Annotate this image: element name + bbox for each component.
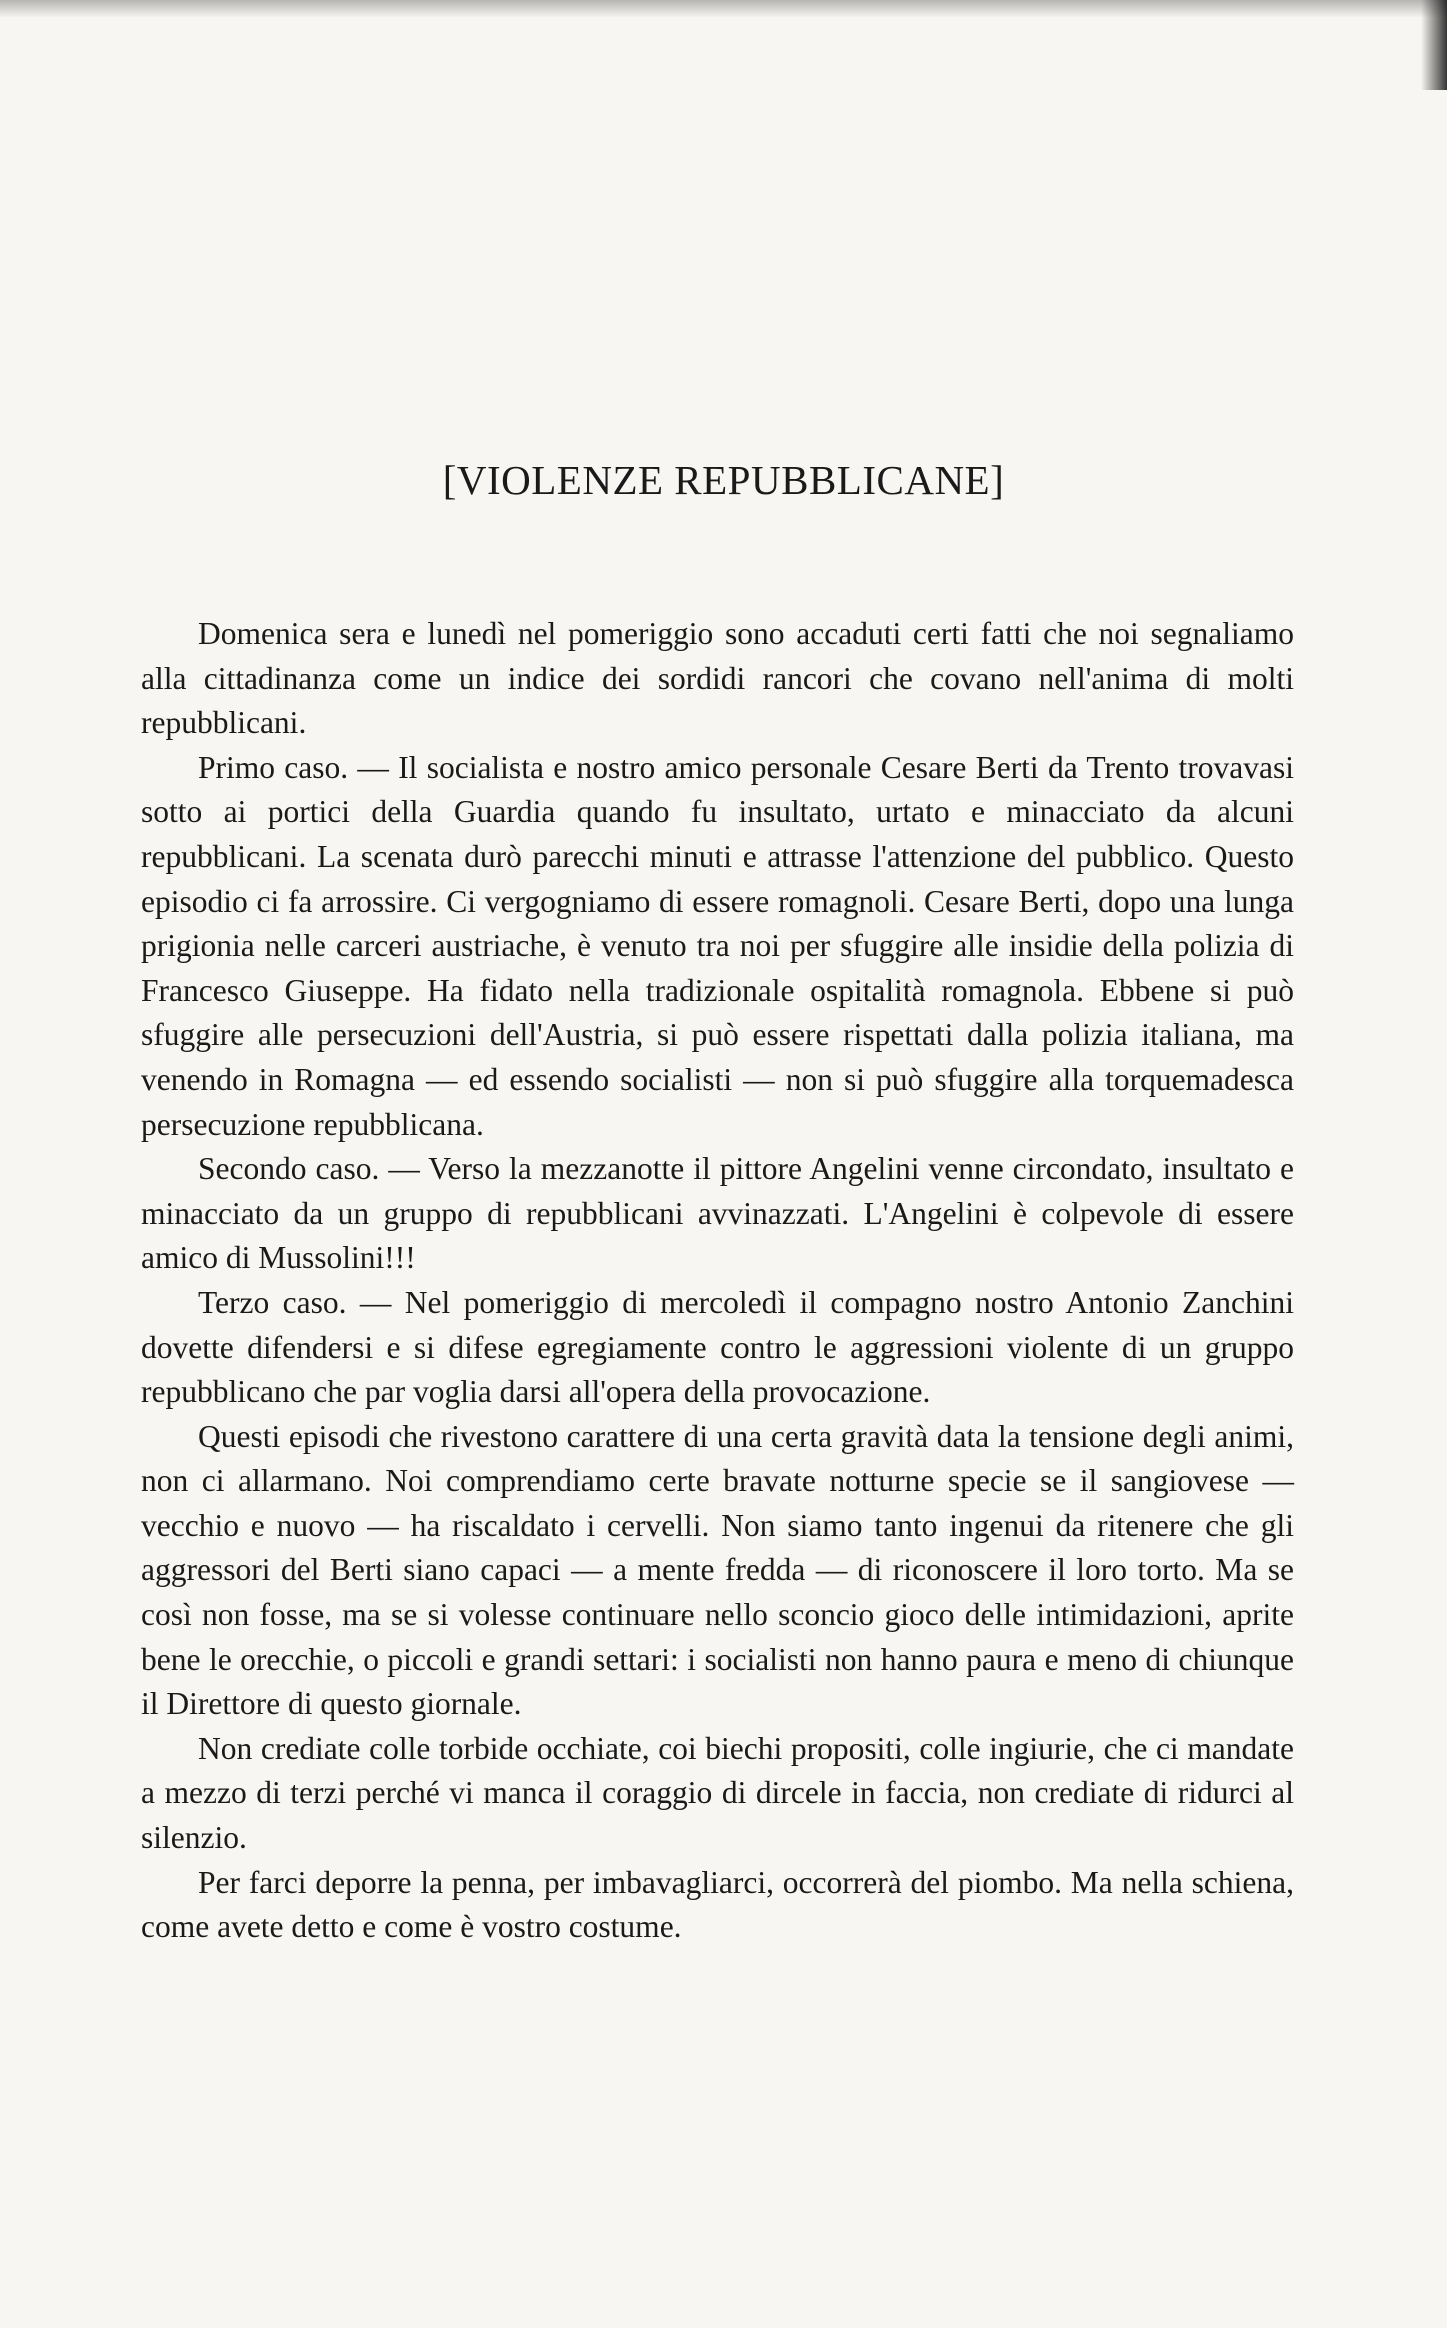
paragraph-terzo-caso: Terzo caso. — Nel pomeriggio di mercoledì il compagno nostro Antonio Zanchini dovette difendersi e si difese egregiamente contro le aggressioni violente di un gruppo repubblicano che par voglia darsi all'opera della provocazione. <box>141 1284 1294 1410</box>
article-body <box>141 612 1294 1950</box>
scan-edge-shadow <box>0 0 1447 18</box>
paragraph-episodi: Questi episodi che rivestono carattere di una certa gravità data la tensione degli animi, non ci allarmano. Noi comprendiamo certe bravate notturne specie se il sangiovese — vecchio e nuovo — ha riscaldato i cervelli. Non siamo tanto ingenui da ritenere che gli aggressori del Berti siano capaci — a mente fredda — di riconoscere il loro torto. Ma se così non fosse, ma se si volesse continuare nello sconcio gioco delle intimidazioni, aprite bene le orecchie, o piccoli e grandi settari: i socialisti non hanno paura e meno di chiunque il Direttore di questo giornale. <box>141 1418 1294 1722</box>
paragraph-conclusion: Per farci deporre la penna, per imbavagliarci, occorrerà del piombo. Ma nella schiena, come avete detto e come è vostro costume. <box>141 1864 1294 1945</box>
paragraph-intro: Domenica sera e lunedì nel pomeriggio sono accaduti certi fatti che noi segnaliamo alla cittadinanza come un indice dei sordidi rancori che covano nell'anima di molti repubblicani. <box>141 616 1294 741</box>
scan-corner-shadow <box>1421 0 1447 90</box>
page-title: [VIOLENZE REPUBBLICANE] <box>442 457 1005 503</box>
paragraph-non-crediate: Non crediate colle torbide occhiate, coi biechi propositi, colle ingiurie, che ci mandate a mezzo di terzi perché vi manca il coraggio di dircele in faccia, non crediate di ridurci al silenzio. <box>141 1730 1294 1856</box>
paragraph-secondo-caso: Secondo caso. — Verso la mezzanotte il pittore Angelini venne circondato, insultato e minacciato da un gruppo di repubblicani avvinazzati. L'Angelini è colpevole di essere amico di Mussolini!!! <box>141 1151 1294 1276</box>
paragraph-primo-caso: Primo caso. — Il socialista e nostro amico personale Cesare Berti da Trento trovavasi sotto ai portici della Guardia quando fu insultato, urtato e minacciato da alcuni repubblicani. La scenata durò parecchi minuti e attrasse l'attenzione del pubblico. Questo episodio ci fa arrossire. Ci vergogniamo di essere romagnoli. Cesare Berti, dopo una lunga prigionia nelle carceri austriache, è venuto tra noi per sfuggire alle insidie della polizia di Francesco Giuseppe. Ha fidato nella tradizionale ospitalità romagnola. Ebbene si può sfuggire alle persecuzioni dell'Austria, si può essere rispettati dalla polizia italiana, ma venendo in Romagna — ed essendo socialisti — non si può sfuggire alla torquemadesca persecuzione repubblicana. <box>141 749 1294 1142</box>
